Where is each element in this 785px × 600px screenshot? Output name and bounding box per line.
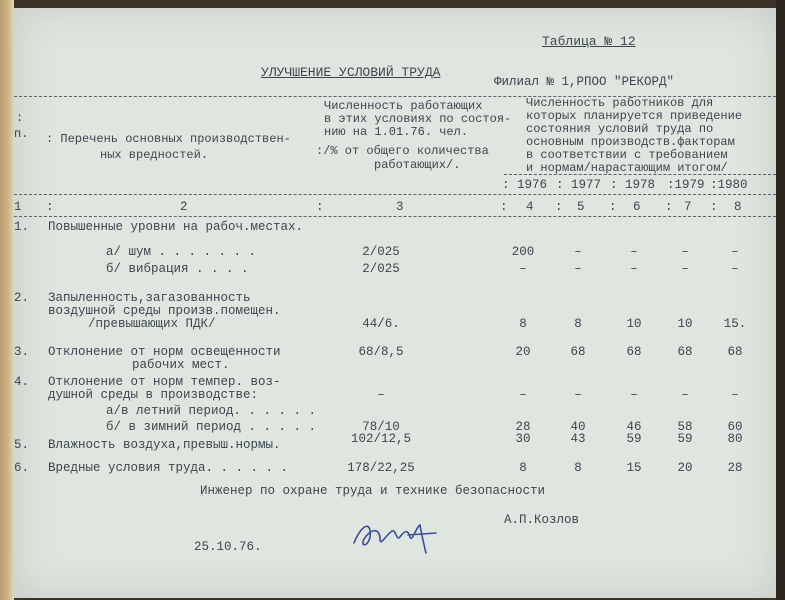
row-value-3: –: [630, 245, 638, 259]
row-count: 2/025: [362, 245, 400, 259]
dark-margin: [776, 0, 785, 600]
row-value-1: 20: [515, 345, 531, 359]
colnum-sep-4: :: [555, 200, 563, 214]
row-value-1: 30: [515, 432, 531, 446]
row-value-4: –: [681, 388, 689, 402]
row-label: а/ шум . . . . . . .: [106, 245, 257, 259]
row-value-5: 68: [727, 345, 743, 359]
header-c1-l2: п.: [14, 127, 29, 141]
header-c2-l2: ных вредностей.: [100, 148, 209, 162]
header-c3-l3: нию на 1.01.76. чел.: [324, 125, 469, 139]
header-c3-l2: в этих условиях по состоя-: [324, 112, 512, 126]
row-number: 2.: [14, 291, 30, 305]
colnum-sep-1: :: [46, 200, 54, 214]
row-label: /превышающих ПДК/: [88, 317, 216, 331]
table-label: Таблица № 12: [542, 34, 636, 49]
row-value-3: –: [630, 388, 638, 402]
row-value-3: 10: [626, 317, 642, 331]
colnum-8: 8: [734, 200, 742, 214]
row-value-2: –: [574, 388, 582, 402]
row-value-2: 40: [570, 420, 586, 434]
row-label: рабочих мест.: [132, 358, 230, 372]
year-1977: : 1977: [556, 178, 602, 192]
row-label: Вредные условия труда. . . . . .: [48, 461, 289, 475]
row-value-5: 28: [727, 461, 743, 475]
document-title: УЛУЧШЕНИЕ УСЛОВИЙ ТРУДА: [261, 65, 441, 80]
row-value-4: 59: [677, 432, 693, 446]
row-count: 44/6.: [362, 317, 400, 331]
colnum-3: 3: [396, 200, 404, 214]
colnum-1: 1: [14, 200, 22, 214]
row-value-5: –: [731, 388, 739, 402]
header-c1-l1: :: [16, 111, 24, 125]
row-number: 6.: [14, 461, 30, 475]
row-value-4: 20: [677, 461, 693, 475]
row-value-2: 8: [574, 461, 582, 475]
row-value-1: 8: [519, 317, 527, 331]
row-value-4: –: [681, 245, 689, 259]
row-value-1: 28: [515, 420, 531, 434]
colnum-sep-2: :: [316, 200, 324, 214]
row-value-4: 68: [677, 345, 693, 359]
row-value-2: 43: [570, 432, 586, 446]
rule-years-top: [504, 174, 776, 175]
row-value-4: 58: [677, 420, 693, 434]
row-value-1: 8: [519, 461, 527, 475]
header-c3-l4: :/% от общего количества: [316, 144, 489, 158]
colnum-4: 4: [526, 200, 534, 214]
row-number: 5.: [14, 438, 30, 452]
colnum-6: 6: [633, 200, 641, 214]
row-value-2: 8: [574, 317, 582, 331]
header-c4-l6: и нормам/нарастающим итогом/: [526, 161, 728, 175]
binder-edge: [0, 0, 14, 600]
row-value-3: –: [630, 262, 638, 276]
row-label: душной среды в производстве:: [48, 388, 259, 402]
engineer-title: Инженер по охране труда и технике безопасности: [200, 484, 546, 498]
row-count: 78/10: [362, 420, 400, 434]
row-number: 3.: [14, 345, 30, 359]
row-value-2: 68: [570, 345, 586, 359]
header-c3-l1: Численность работающих: [324, 99, 483, 113]
row-label: Отклонение от норм освещенности: [48, 345, 281, 359]
row-count: 68/8,5: [358, 345, 404, 359]
colnum-5: 5: [577, 200, 585, 214]
row-value-5: –: [731, 262, 739, 276]
row-value-2: –: [574, 245, 582, 259]
header-c4-l2: которых планируется приведение: [526, 109, 743, 123]
row-label: а/в летний период. . . . . .: [106, 404, 317, 418]
row-number: 1.: [14, 220, 30, 234]
header-c4-l4: основным производств.факторам: [526, 135, 735, 149]
colnum-sep-6: :: [665, 200, 673, 214]
row-label: б/ вибрация . . . .: [106, 262, 249, 276]
row-value-1: –: [519, 388, 527, 402]
rule-colnums-bottom: [14, 216, 776, 217]
row-value-2: –: [574, 262, 582, 276]
row-value-5: 15.: [723, 317, 747, 331]
row-value-1: –: [519, 262, 527, 276]
row-value-5: 80: [727, 432, 743, 446]
row-value-3: 68: [626, 345, 642, 359]
colnum-sep-5: :: [609, 200, 617, 214]
row-value-5: 60: [727, 420, 743, 434]
row-value-3: 15: [626, 461, 642, 475]
header-c4-l5: в соответствии с требованием: [526, 148, 728, 162]
row-count: –: [377, 388, 385, 402]
row-label: воздушной среды произв.помещен.: [48, 304, 281, 318]
colnum-2: 2: [180, 200, 188, 214]
header-c4-l1: Численность работников для: [526, 96, 714, 110]
row-label: Повышенные уровни на рабоч.местах.: [48, 220, 304, 234]
row-number: 4.: [14, 375, 30, 389]
row-label: б/ в зимний период . . . . .: [106, 420, 317, 434]
paper-sheet: [14, 8, 776, 598]
row-count: 2/025: [362, 262, 400, 276]
row-label: Отклонение от норм темпер. воз-: [48, 375, 281, 389]
rule-header-bottom: [14, 194, 776, 195]
header-c4-l3: состояния условий труда по: [526, 122, 714, 136]
colnum-7: 7: [684, 200, 692, 214]
row-value-3: 59: [626, 432, 642, 446]
year-1979: :1979: [667, 178, 705, 192]
document-date: 25.10.76.: [194, 540, 262, 554]
row-value-1: 200: [511, 245, 535, 259]
row-label: Запыленность,загазованность: [48, 291, 251, 305]
year-1980: :1980: [710, 178, 748, 192]
handwritten-signature: [350, 513, 440, 557]
year-1978: : 1978: [610, 178, 656, 192]
colnum-sep-3: :: [500, 200, 508, 214]
row-count: 102/12,5: [350, 432, 411, 446]
row-label: Влажность воздуха,превыш.нормы.: [48, 438, 281, 452]
row-value-4: 10: [677, 317, 693, 331]
header-c3-l5: работающих/.: [374, 158, 461, 172]
header-c2-l1: : Перечень основных производствен-: [46, 132, 291, 146]
branch-name: Филиал № 1,РПОО "РЕКОРД": [494, 75, 675, 89]
row-value-3: 46: [626, 420, 642, 434]
colnum-sep-7: :: [710, 200, 718, 214]
year-1976: : 1976: [502, 178, 548, 192]
row-count: 178/22,25: [347, 461, 415, 475]
engineer-name: А.П.Козлов: [504, 513, 580, 527]
row-value-4: –: [681, 262, 689, 276]
row-value-5: –: [731, 245, 739, 259]
